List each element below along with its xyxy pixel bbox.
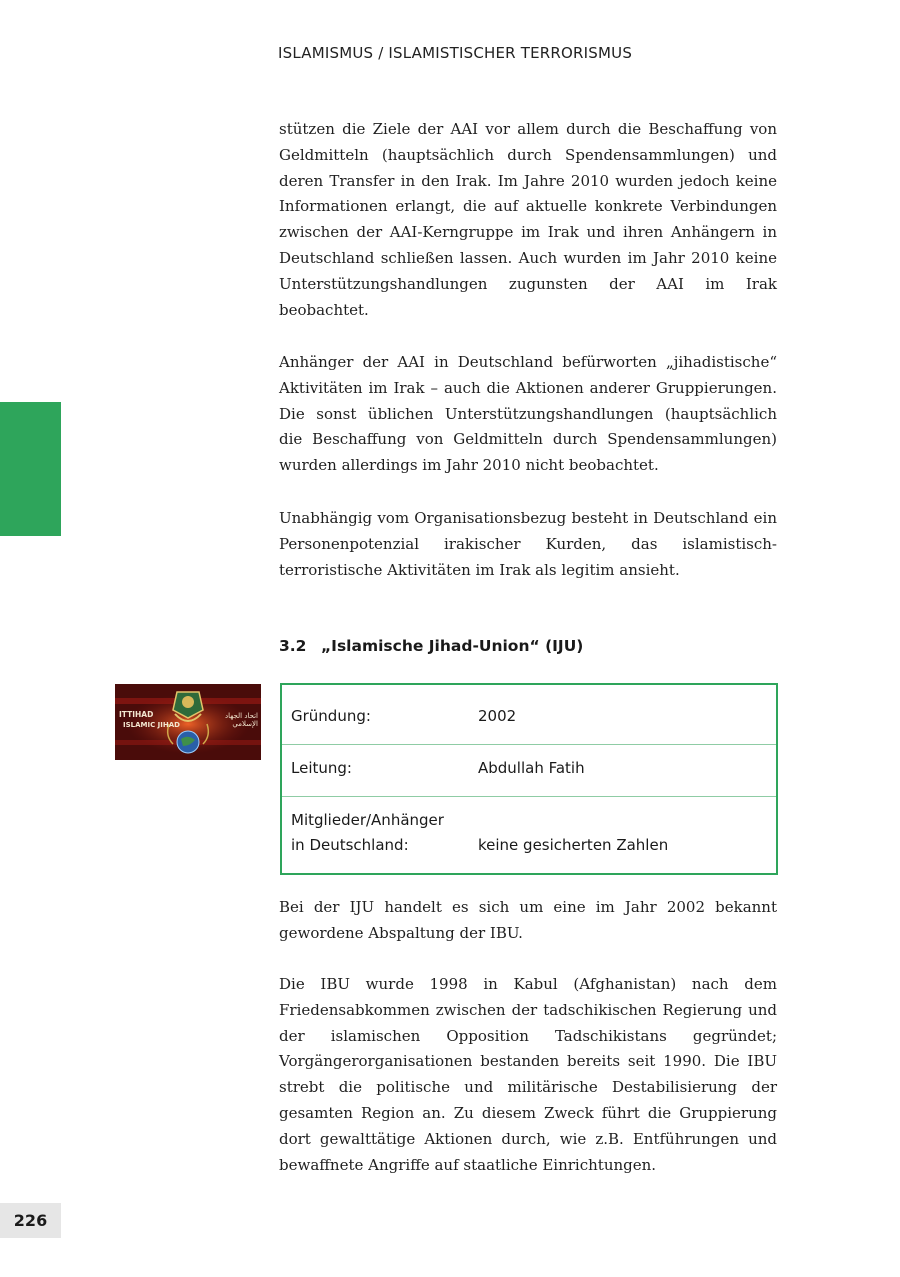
fact-label-founding: Gründung: (291, 707, 371, 725)
chapter-side-tab (0, 402, 61, 536)
section-title: „Islamische Jihad-Union“ (IJU) (321, 637, 584, 655)
fact-label-leadership: Leitung: (291, 759, 352, 777)
fact-value-members: keine gesicherten Zahlen (478, 836, 669, 854)
fact-box (280, 683, 778, 875)
logo-arabic-text: اتحاد الجهاد الإسلامي (225, 712, 258, 728)
body-paragraph-3: Unabhängig vom Organisationsbezug besteht in Deutschland ein Personenpotenzial irakischer Kurden, das islamistisch-terroristische Aktivitäten im Irak als legitim ansieht. (279, 509, 777, 579)
body-paragraph-4: Bei der IJU handelt es sich um eine im Jahr 2002 bekannt gewordene Abspaltung der IBU. (279, 898, 777, 942)
fact-value-founding: 2002 (478, 707, 517, 725)
body-paragraph-2: Anhänger der AAI in Deutschland befürworten „jihadistische“ Aktivitäten im Irak – auch die Aktionen anderer Gruppierungen. Die sonst üblichen Unterstützungshandlungen (hauptsächlich die Beschaffung von Geldmitteln durch Spendensammlungen) wurden allerdings im Jahr 2010 nicht beobachtet. (279, 353, 777, 475)
section-heading (279, 637, 583, 655)
section-number: 3.2 (279, 637, 307, 655)
fact-row-separator (282, 796, 776, 797)
logo-text-line-2: ISLAMIC JIHAD (123, 721, 180, 729)
logo-text-line-1: ITTIHAD (119, 710, 154, 719)
iju-logo-image (115, 684, 261, 760)
fact-label-members-line-2: in Deutschland: (291, 836, 409, 854)
body-paragraph-5: Die IBU wurde 1998 in Kabul (Afghanistan) nach dem Friedensabkommen zwischen der tadschikischen Regierung und der islamischen Opposition Tadschikistans gegründet; Vorgängerorganisationen bestanden bereits seit 1990. Die IBU strebt die politische und militärische Destabilisierung der gesamten Region an. Zu diesem Zweck führt die Gruppierung dort gewalttätige Aktionen durch, wie z.B. Entführungen und bewaffnete Angriffe auf staatliche Einrichtungen. (279, 975, 777, 1174)
fact-value-leadership: Abdullah Fatih (478, 759, 585, 777)
fact-row-separator (282, 744, 776, 745)
running-header: ISLAMISMUS / ISLAMISTISCHER TERRORISMUS (278, 44, 633, 62)
page-number: 226 (0, 1203, 61, 1238)
body-paragraph-1: stützen die Ziele der AAI vor allem durch die Beschaffung von Geldmitteln (hauptsächlich durch Spendensammlungen) und deren Transfer in den Irak. Im Jahre 2010 wurden jedoch keine Informationen erlangt, die auf aktuelle konkrete Verbindungen zwischen der AAI-Kerngruppe im Irak und ihren Anhängern in Deutschland schließen lassen. Auch wurden im Jahr 2010 keine Unterstützungshandlungen zugunsten der AAI im Irak beobachtet. (279, 120, 777, 319)
fact-label-members-line-1: Mitglieder/Anhänger (291, 811, 444, 829)
